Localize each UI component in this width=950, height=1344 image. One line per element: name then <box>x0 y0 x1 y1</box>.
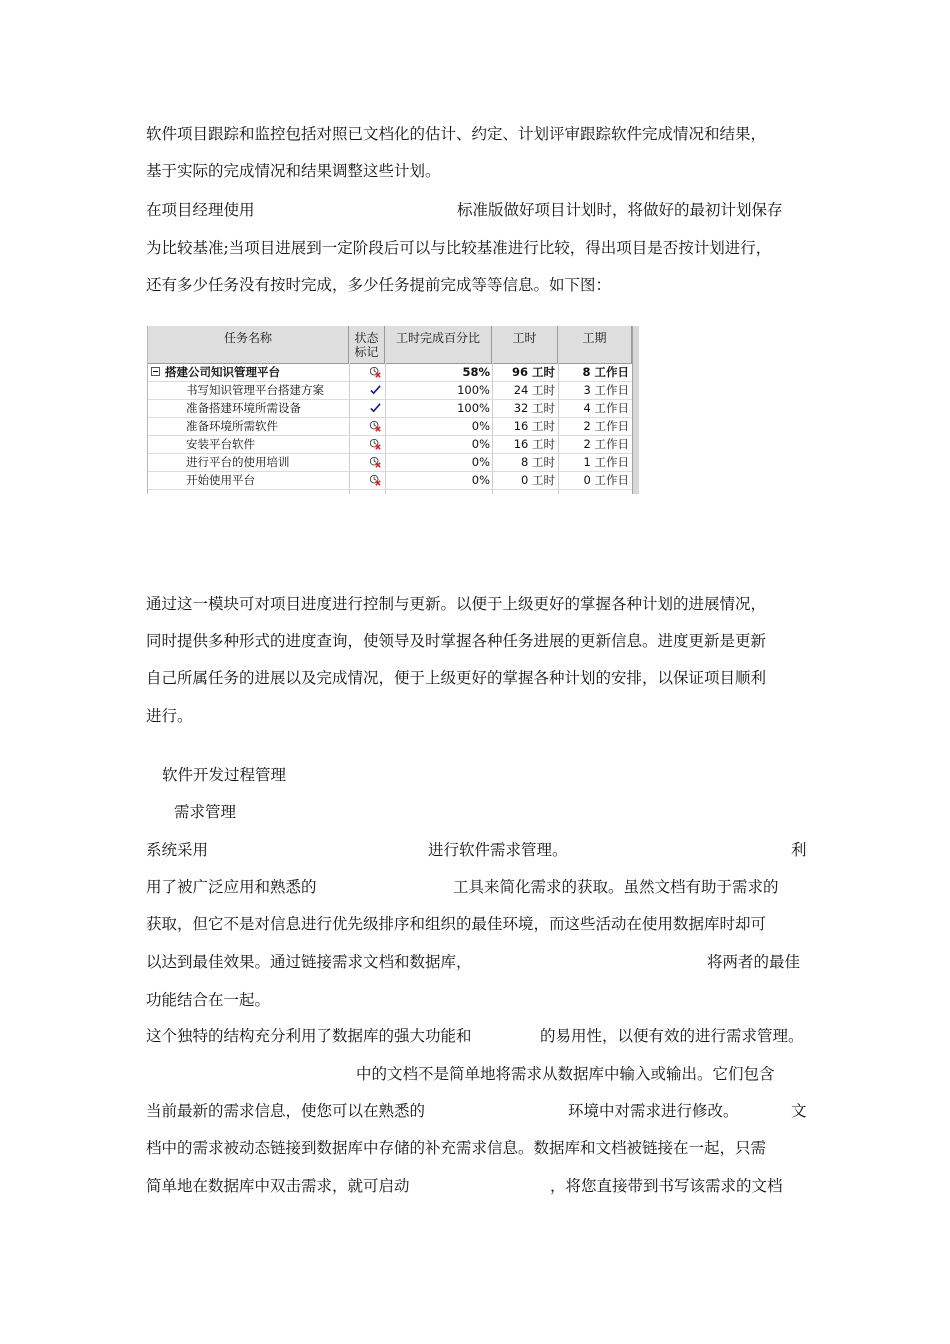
clock-flag-icon <box>369 366 381 378</box>
percent-complete-cell[interactable]: 0% <box>471 473 490 487</box>
paragraph-5-line-4: 档中的需求被动态链接到数据库中存储的补充需求信息。数据库和文档被链接在一起，只需 <box>146 1139 767 1157</box>
percent-complete-cell[interactable]: 0% <box>471 437 490 451</box>
work-cell[interactable]: 32 工时 <box>513 401 555 415</box>
paragraph-5-line-2-text: 中的文档不是简单地将需求从数据库中输入或输出。它们包含 <box>356 1065 775 1083</box>
paragraph-1-line-1: 软件项目跟踪和监控包括对照已文档化的估计、约定、计划评审跟踪软件完成情况和结果， <box>146 125 767 143</box>
task-name-cell[interactable]: 安装平台软件 <box>186 437 255 451</box>
column-header-status-line-2: 标记 <box>354 345 379 359</box>
task-name-cell[interactable]: 进行平台的使用培训 <box>186 455 290 469</box>
percent-complete-cell[interactable]: 100% <box>457 383 490 397</box>
paragraph-2-line-3: 还有多少任务没有按时完成，多少任务提前完成等等信息。如下图： <box>146 276 612 294</box>
paragraph-5-line-1-part-a: 这个独特的结构充分利用了数据库的强大功能和 <box>146 1027 472 1045</box>
paragraph-4-line-4-part-a: 以达到最佳效果。通过链接需求文档和数据库， <box>146 953 472 971</box>
paragraph-3-line-4: 进行。 <box>146 707 193 725</box>
paragraph-5-line-3-part-a: 当前最新的需求信息，使您可以在熟悉的 <box>146 1102 426 1120</box>
task-row[interactable] <box>148 471 632 490</box>
paragraph-4-line-4-part-b: 将两者的最佳 <box>707 953 801 971</box>
paragraph-2-line-2: 为比较基准;当项目进展到一定阶段后可以与比较基准进行比较，得出项目是否按计划进行， <box>146 239 772 257</box>
paragraph-5-line-3-part-b: 环境中对需求进行修改。 <box>568 1102 739 1120</box>
task-row[interactable] <box>148 417 632 436</box>
paragraph-5-line-3-part-c: 文 <box>791 1102 807 1120</box>
status-indicator-cell <box>349 399 385 417</box>
paragraph-4-line-5: 功能结合在一起。 <box>146 991 271 1009</box>
status-indicator-cell <box>349 453 385 471</box>
column-header-status[interactable] <box>349 326 385 363</box>
duration-cell[interactable]: 8 工作日 <box>582 365 629 379</box>
column-header-percent-work-complete[interactable] <box>385 326 492 363</box>
column-header-work-label: 工时 <box>512 331 537 345</box>
column-header-percent-label: 工时完成百分比 <box>395 331 480 345</box>
percent-complete-cell[interactable]: 58% <box>462 365 490 379</box>
percent-complete-cell[interactable]: 0% <box>471 455 490 469</box>
paragraph-4-line-1-part-a: 系统采用 <box>146 841 209 859</box>
duration-cell[interactable]: 0 工作日 <box>583 473 629 487</box>
work-cell[interactable]: 0 工时 <box>521 473 555 487</box>
summary-task-row[interactable] <box>148 363 632 382</box>
task-row[interactable] <box>148 453 632 472</box>
task-row[interactable] <box>148 381 632 400</box>
paragraph-2-line-1-part-a: 在项目经理使用 <box>146 201 255 219</box>
task-name-cell[interactable]: 搭建公司知识管理平台 <box>165 365 280 379</box>
task-name-cell[interactable]: 准备环境所需软件 <box>186 419 278 433</box>
task-table <box>147 326 639 494</box>
duration-cell[interactable]: 1 工作日 <box>583 455 629 469</box>
paragraph-3-line-1: 通过这一模块可对项目进度进行控制与更新。以便于上级更好的掌握各种计划的进展情况， <box>146 595 767 613</box>
clock-flag-icon <box>369 438 381 450</box>
status-indicator-cell <box>349 381 385 399</box>
paragraph-1-line-2: 基于实际的完成情况和结果调整这些计划。 <box>146 162 441 180</box>
paragraph-4-line-3: 获取，但它不是对信息进行优先级排序和组织的最佳环境，而这些活动在使用数据库时却可 <box>146 915 767 933</box>
paragraph-4-line-1-part-b: 进行软件需求管理。 <box>428 841 568 859</box>
status-indicator-cell <box>349 417 385 435</box>
paragraph-5-line-1-part-b: 的易用性，以便有效的进行需求管理。 <box>540 1027 804 1045</box>
task-row[interactable] <box>148 399 632 418</box>
column-header-task-name[interactable] <box>148 326 349 363</box>
column-header-duration-label: 工期 <box>582 331 607 345</box>
column-header-work[interactable] <box>492 326 558 363</box>
column-header-duration[interactable] <box>558 326 632 363</box>
task-name-cell[interactable]: 开始使用平台 <box>186 473 255 487</box>
task-name-cell[interactable]: 准备搭建环境所需设备 <box>186 401 301 415</box>
vertical-scrollbar[interactable] <box>632 326 639 494</box>
status-indicator-cell <box>349 363 385 381</box>
subsection-heading: 需求管理 <box>174 803 237 821</box>
checkmark-icon <box>369 383 382 396</box>
paragraph-3-line-3: 自己所属任务的进展以及完成情况，便于上级更好的掌握各种计划的安排，以保证项目顺利 <box>146 669 767 687</box>
column-header-status-line-1: 状态 <box>354 331 379 345</box>
paragraph-2-line-1-part-b: 标准版做好项目计划时，将做好的最初计划保存 <box>457 201 783 219</box>
percent-complete-cell[interactable]: 100% <box>457 401 490 415</box>
task-row[interactable] <box>148 435 632 454</box>
clock-flag-icon <box>369 474 381 486</box>
clock-flag-icon <box>369 420 381 432</box>
duration-cell[interactable]: 2 工作日 <box>583 437 629 451</box>
clock-flag-icon <box>369 456 381 468</box>
work-cell[interactable]: 24 工时 <box>513 383 555 397</box>
column-header-task-name-label: 任务名称 <box>223 331 272 345</box>
status-indicator-cell <box>349 471 385 489</box>
task-table-header <box>148 326 632 364</box>
work-cell[interactable]: 8 工时 <box>521 455 555 469</box>
work-cell[interactable]: 16 工时 <box>513 419 555 433</box>
section-heading: 软件开发过程管理 <box>162 766 287 784</box>
duration-cell[interactable]: 3 工作日 <box>583 383 629 397</box>
paragraph-3-line-2: 同时提供多种形式的进度查询，使领导及时掌握各种任务进展的更新信息。进度更新是更新 <box>146 632 767 650</box>
percent-complete-cell[interactable]: 0% <box>471 419 490 433</box>
paragraph-4-line-2-part-a: 用了被广泛应用和熟悉的 <box>146 878 317 896</box>
paragraph-5-line-5-part-a: 简单地在数据库中双击需求，就可启动 <box>146 1177 410 1195</box>
status-indicator-cell <box>349 435 385 453</box>
work-cell[interactable]: 16 工时 <box>513 437 555 451</box>
paragraph-5-line-5-part-b: ，将您直接带到书写该需求的文档 <box>550 1177 783 1195</box>
paragraph-4-line-2-part-b: 工具来简化需求的获取。虽然文档有助于需求的 <box>453 878 779 896</box>
duration-cell[interactable]: 2 工作日 <box>583 419 629 433</box>
duration-cell[interactable]: 4 工作日 <box>583 401 629 415</box>
checkmark-icon <box>369 401 382 414</box>
task-name-cell[interactable]: 书写知识管理平台搭建方案 <box>186 383 324 397</box>
collapse-toggle-icon[interactable] <box>151 367 160 376</box>
work-cell[interactable]: 96 工时 <box>511 365 555 379</box>
paragraph-4-line-1-part-c: 利 <box>791 841 807 859</box>
